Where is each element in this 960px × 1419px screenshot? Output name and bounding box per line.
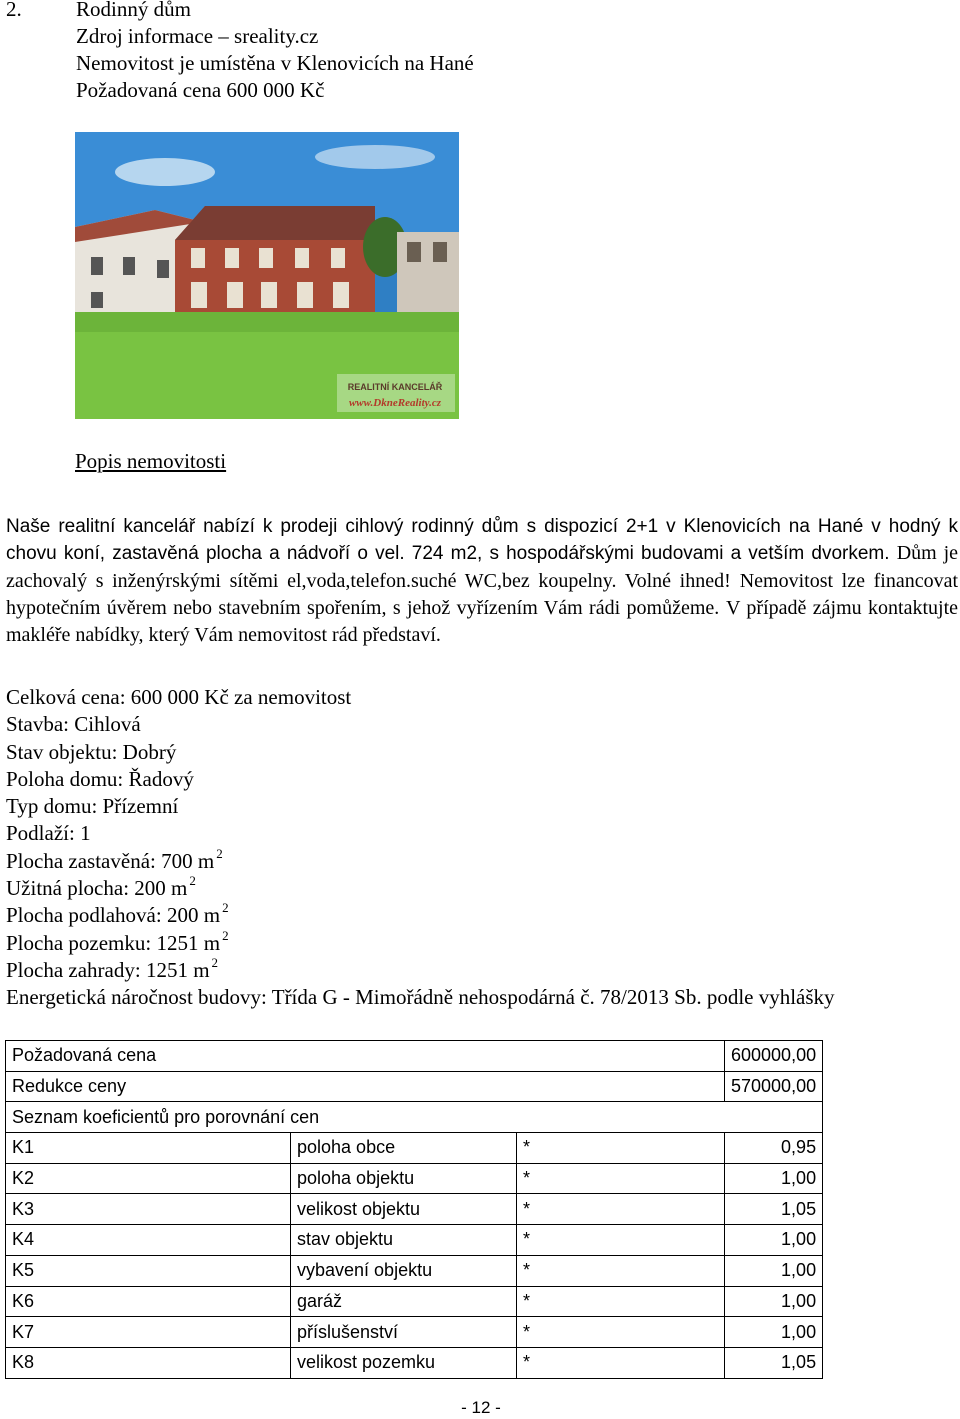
coef-code: K4	[6, 1225, 291, 1256]
spec-total-price: Celková cena: 600 000 Kč za nemovitost	[6, 685, 352, 709]
coef-name: příslušenství	[291, 1317, 517, 1348]
spec-condition: Stav objektu: Dobrý	[6, 739, 177, 764]
spec-floor-area: Plocha podlahová: 200 m $^2$	[6, 900, 229, 928]
spec-energy: Energetická náročnost budovy: Třída G - Mimořádně nehospodárná č. 78/2013 Sb. podle vyhlášky	[6, 985, 835, 1010]
coef-code: K7	[6, 1317, 291, 1348]
reduction-value: 570000,00	[725, 1071, 823, 1102]
spec-position: Poloha domu: Řadový	[6, 766, 194, 791]
table-row	[6, 1163, 823, 1194]
coef-value: 1,00	[725, 1163, 823, 1194]
coef-value: 1,05	[725, 1347, 823, 1378]
coef-name: stav objektu	[291, 1225, 517, 1256]
coef-op: *	[517, 1225, 725, 1256]
coef-op: *	[517, 1133, 725, 1164]
page-number: - 12 -	[461, 1398, 501, 1417]
house-photo	[75, 132, 459, 419]
coef-name: poloha obce	[291, 1133, 517, 1164]
table-row	[6, 1194, 823, 1225]
property-description	[6, 513, 958, 649]
coef-name: velikost objektu	[291, 1194, 517, 1225]
location-line: Nemovitost je umístěna v Klenovicích na Hané	[76, 51, 474, 75]
coef-value: 1,05	[725, 1194, 823, 1225]
description-heading: Popis nemovitosti	[75, 449, 227, 473]
coef-op: *	[517, 1194, 725, 1225]
coef-value: 1,00	[725, 1286, 823, 1317]
table-row	[6, 1317, 823, 1348]
coef-code: K1	[6, 1133, 291, 1164]
source-line: Zdroj informace – sreality.cz	[76, 24, 319, 48]
coef-code: K6	[6, 1286, 291, 1317]
description-paragraph-2: Dům je zachovalý s inženýrskými sítěmi el,voda,telefon.suché WC,bez koupelny. Volné ihned!	[6, 542, 959, 592]
spec-usable-area: Užitná plocha: 200 m $^2$	[6, 873, 196, 901]
spec-construction: Stavba: Cihlová	[6, 712, 141, 737]
coef-value: 1,00	[725, 1317, 823, 1348]
description-paragraph-3: Nemovitost lze financovat hypotečním úvěrem nebo stavebním spořením, s jehož vyřízením Vám rádi pomůžeme.	[6, 569, 959, 619]
requested-price-value: 600000,00	[725, 1041, 823, 1072]
coef-code: K5	[6, 1255, 291, 1286]
spec-garden-area: Plocha zahrady: 1251 m $^2$	[6, 954, 219, 982]
table-row	[6, 1225, 823, 1256]
requested-price-label: Požadovaná cena	[6, 1041, 725, 1072]
watermark-text-2: www.DkneReality.cz	[348, 397, 442, 409]
coef-value: 0,95	[725, 1133, 823, 1164]
spec-floors: Podlaží: 1	[6, 821, 91, 846]
coef-op: *	[517, 1286, 725, 1317]
spec-built-area: Plocha zastavěná: 700 m $^2$	[6, 845, 223, 873]
coef-name: velikost pozemku	[291, 1347, 517, 1378]
watermark-text-1: REALITNÍ KANCELÁŘ	[347, 382, 443, 392]
table-row	[6, 1286, 823, 1317]
coefficient-list-label: Seznam koeficientů pro porovnání cen	[6, 1102, 823, 1133]
coef-name: vybavení objektu	[291, 1255, 517, 1286]
coef-code: K2	[6, 1163, 291, 1194]
coef-name: poloha objektu	[291, 1163, 517, 1194]
coef-code: K8	[6, 1347, 291, 1378]
description-paragraph-4: V případě zájmu kontaktujte makléře nabídky, který Vám nemovitost rád představí.	[6, 596, 959, 647]
table-row	[6, 1347, 823, 1378]
section-number: 2.	[6, 0, 22, 21]
coefficient-table	[5, 1040, 823, 1379]
table-row	[6, 1041, 823, 1072]
price-line: Požadovaná cena 600 000 Kč	[76, 78, 325, 102]
table-row	[6, 1071, 823, 1102]
coef-op: *	[517, 1347, 725, 1378]
table-row	[6, 1133, 823, 1164]
coef-code: K3	[6, 1194, 291, 1225]
description-paragraph-1: Naše realitní kancelář nabízí k prodeji cihlový rodinný dům s dispozicí 2+1 v Klenovicích na Hané v hodný k chovu koní, zastavěná plocha a nádvoří o vel. 724 m2, s hospodářskými budovami a vetším dvorkem.	[6, 516, 958, 565]
table-row	[6, 1102, 823, 1133]
coef-op: *	[517, 1255, 725, 1286]
coef-op: *	[517, 1163, 725, 1194]
spec-land-area: Plocha pozemku: 1251 m $^2$	[6, 927, 229, 955]
table-row	[6, 1255, 823, 1286]
coef-op: *	[517, 1317, 725, 1348]
spec-house-type: Typ domu: Přízemní	[6, 794, 179, 819]
section-title-house: Rodinný dům	[76, 0, 191, 21]
reduction-label: Redukce ceny	[6, 1071, 725, 1102]
coef-value: 1,00	[725, 1255, 823, 1286]
property-specs	[6, 684, 835, 1012]
coef-name: garáž	[291, 1286, 517, 1317]
coef-value: 1,00	[725, 1225, 823, 1256]
